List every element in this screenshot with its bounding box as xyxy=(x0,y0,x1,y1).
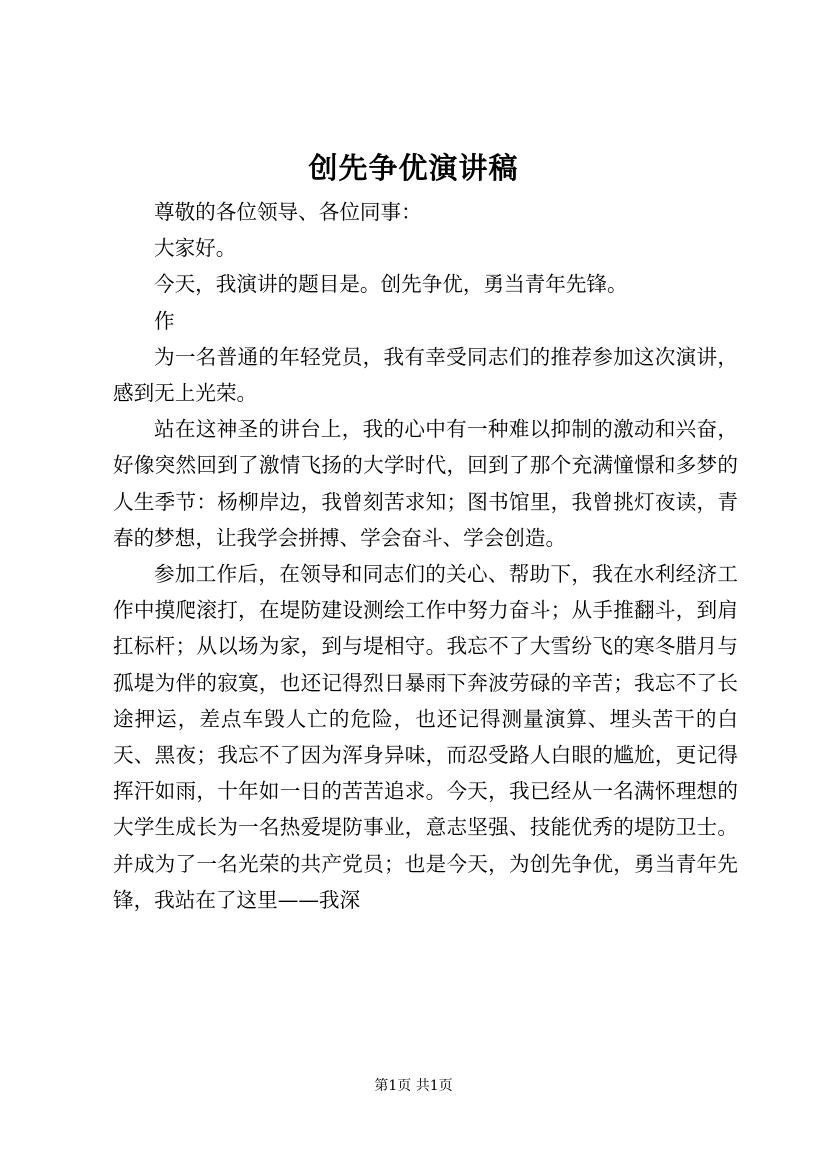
page-number-footer: 第1页 共1页 xyxy=(374,1078,453,1094)
document-body xyxy=(113,194,738,918)
paragraph-memories: 站在这神圣的讲台上，我的心中有一种难以抑制的激动和兴奋，好像突然回到了激情飞扬的大学时代，回到了那个充满憧憬和多梦的人生季节：杨柳岸边，我曾刻苦求知；图书馆里，我曾挑灯夜读，青春的梦想，让我学会拼搏、学会奋斗、学会创造。 xyxy=(113,417,738,550)
paragraph-intro: 为一名普通的年轻党员，我有幸受同志们的推荐参加这次演讲，感到无上光荣。 xyxy=(113,344,738,406)
paragraph-topic: 今天，我演讲的题目是。创先争优，勇当青年先锋。 xyxy=(154,272,628,297)
paragraph-greeting: 大家好。 xyxy=(154,236,237,261)
document-title: 创先争优演讲稿 xyxy=(308,151,519,185)
paragraph-fragment: 作 xyxy=(154,308,175,333)
paragraph-salutation: 尊敬的各位领导、各位同事： xyxy=(154,200,422,224)
paragraph-work: 参加工作后，在领导和同志们的关心、帮助下，我在水利经济工作中摸爬滚打，在堤防建设测绘工作中努力奋斗；从手推翻斗，到肩扛标杆；从以场为家，到与堤相守。我忘不了大雪纷飞的寒冬腊月与孤堤为伴的寂寞，也还记得烈日暴雨下奔波劳碌的辛苦；我忘不了长途押运，差点车毁人亡的危险，也还记得测量演算、埋头苦干的白天、黑夜；我忘不了因为浑身异味，而忍受路人白眼的尴尬，更记得挥汗如雨，十年如一日的苦苦追求。今天，我已经从一名满怀理想的大学生成长为一名热爱堤防事业，意志坚强、技能优秀的堤防卫士。并成为了一名光荣的共产党员；也是今天，为创先争优，勇当青年先锋，我站在了这里——我深 xyxy=(113,562,738,912)
